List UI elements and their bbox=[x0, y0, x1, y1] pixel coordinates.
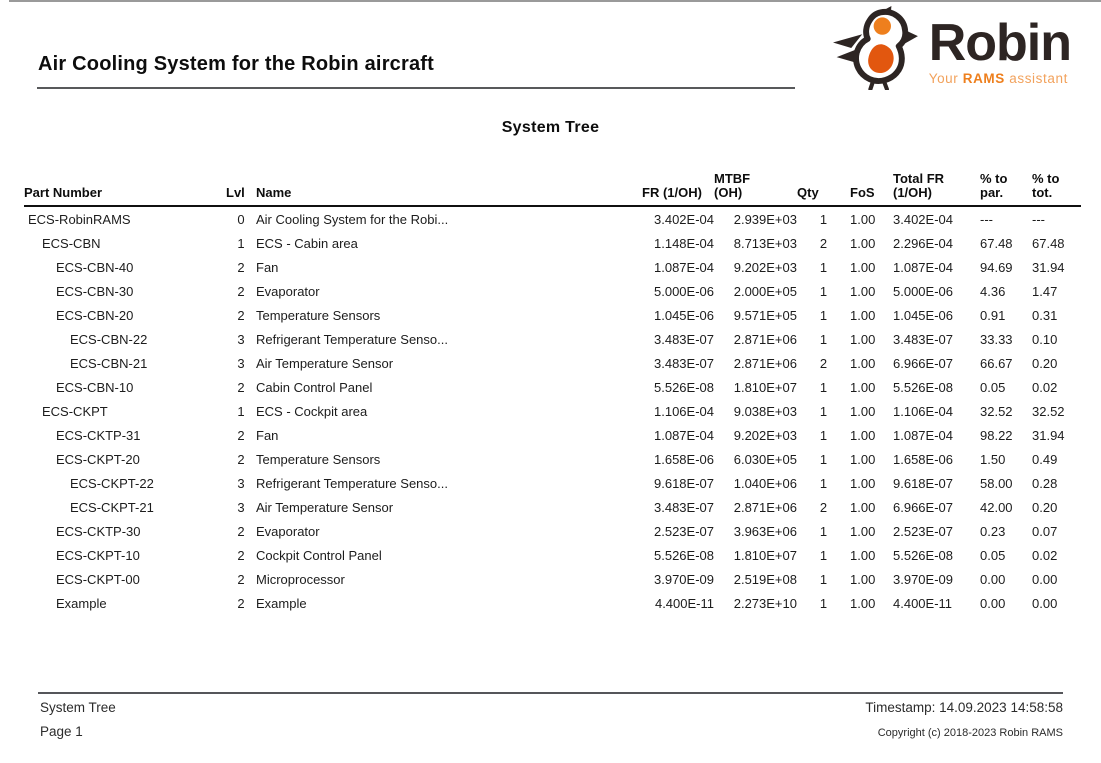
logo-tagline-rams: RAMS bbox=[962, 71, 1005, 86]
footer-timestamp: Timestamp: 14.09.2023 14:58:58 bbox=[865, 700, 1063, 715]
cell-total: 5.000E-06 bbox=[893, 283, 953, 299]
cell-fos: 1.00 bbox=[850, 331, 876, 347]
cell-fos: 1.00 bbox=[850, 571, 876, 587]
table-body bbox=[24, 206, 1081, 615]
cell-total: 1.087E-04 bbox=[893, 427, 953, 443]
cell-total: 2.523E-07 bbox=[893, 523, 953, 539]
table-row bbox=[24, 375, 1081, 399]
cell-fr: 1.106E-04 bbox=[654, 403, 714, 419]
cell-name: Refrigerant Temperature Senso... bbox=[256, 475, 448, 491]
cell-total: 3.970E-09 bbox=[893, 571, 953, 587]
cell-part: ECS-CKPT-22 bbox=[70, 475, 154, 491]
cell-mtbf: 1.040E+06 bbox=[733, 475, 797, 491]
cell-fr: 5.000E-06 bbox=[654, 283, 714, 299]
cell-pct_par: 4.36 bbox=[980, 283, 1006, 299]
cell-total: 4.400E-11 bbox=[893, 595, 953, 611]
robin-logo bbox=[829, 6, 1071, 90]
cell-mtbf: 2.000E+05 bbox=[733, 283, 797, 299]
cell-part: ECS-CBN-22 bbox=[70, 331, 148, 347]
cell-pct_par: 0.00 bbox=[980, 595, 1006, 611]
cell-lvl: 3 bbox=[237, 331, 245, 347]
cell-fos: 1.00 bbox=[850, 307, 876, 323]
cell-qty: 2 bbox=[819, 499, 828, 515]
cell-qty: 1 bbox=[819, 451, 828, 467]
cell-qty: 1 bbox=[819, 403, 828, 419]
cell-pct_par: 67.48 bbox=[980, 235, 1013, 251]
footer-page-number: Page 1 bbox=[40, 724, 83, 739]
cell-name: Microprocessor bbox=[256, 571, 345, 587]
logo-tagline bbox=[929, 71, 1068, 86]
col-header-name: Name bbox=[256, 172, 642, 206]
cell-pct_tot: 0.02 bbox=[1032, 379, 1058, 395]
cell-fos: 1.00 bbox=[850, 499, 876, 515]
cell-fr: 1.045E-06 bbox=[654, 307, 714, 323]
cell-qty: 1 bbox=[819, 259, 828, 275]
cell-qty: 1 bbox=[819, 571, 828, 587]
cell-qty: 1 bbox=[819, 211, 828, 227]
cell-mtbf: 8.713E+03 bbox=[733, 235, 797, 251]
cell-name: Refrigerant Temperature Senso... bbox=[256, 331, 448, 347]
cell-lvl: 3 bbox=[237, 475, 245, 491]
table-row bbox=[24, 471, 1081, 495]
cell-qty: 1 bbox=[819, 379, 828, 395]
cell-total: 9.618E-07 bbox=[893, 475, 953, 491]
cell-fos: 1.00 bbox=[850, 595, 876, 611]
col-header-mtbf: MTBF (OH) bbox=[714, 172, 797, 206]
cell-pct_par: --- bbox=[980, 211, 993, 227]
cell-mtbf: 9.038E+03 bbox=[733, 403, 797, 419]
cell-part: ECS-CBN-10 bbox=[56, 379, 134, 395]
cell-qty: 1 bbox=[819, 595, 828, 611]
table-row bbox=[24, 399, 1081, 423]
cell-fos: 1.00 bbox=[850, 355, 876, 371]
cell-mtbf: 9.571E+05 bbox=[733, 307, 797, 323]
cell-name: Air Temperature Sensor bbox=[256, 355, 394, 371]
cell-lvl: 2 bbox=[237, 307, 245, 323]
cell-pct_par: 94.69 bbox=[980, 259, 1013, 275]
cell-fos: 1.00 bbox=[850, 259, 876, 275]
system-tree-table bbox=[24, 172, 1081, 615]
table-row bbox=[24, 303, 1081, 327]
logo-tagline-suffix: assistant bbox=[1004, 71, 1068, 86]
cell-qty: 1 bbox=[819, 475, 828, 491]
cell-name: Evaporator bbox=[256, 523, 320, 539]
cell-pct_par: 0.05 bbox=[980, 379, 1006, 395]
cell-pct_tot: 0.49 bbox=[1032, 451, 1058, 467]
cell-lvl: 2 bbox=[237, 379, 245, 395]
footer-report-name: System Tree bbox=[40, 700, 116, 715]
cell-pct_tot: 31.94 bbox=[1032, 427, 1065, 443]
cell-part: ECS-CBN-21 bbox=[70, 355, 148, 371]
logo-brand: Robin bbox=[928, 14, 1071, 72]
cell-pct_par: 66.67 bbox=[980, 355, 1013, 371]
cell-mtbf: 2.871E+06 bbox=[733, 499, 797, 515]
cell-total: 2.296E-04 bbox=[893, 235, 953, 251]
cell-pct_tot: --- bbox=[1032, 211, 1045, 227]
cell-fos: 1.00 bbox=[850, 403, 876, 419]
table-row bbox=[24, 327, 1081, 351]
table-row bbox=[24, 447, 1081, 471]
cell-part: ECS-CKPT-10 bbox=[56, 547, 140, 563]
col-header-total-fr: Total FR (1/OH) bbox=[893, 172, 980, 206]
cell-pct_par: 0.91 bbox=[980, 307, 1006, 323]
cell-name: ECS - Cockpit area bbox=[256, 403, 368, 419]
cell-fos: 1.00 bbox=[850, 379, 876, 395]
cell-name: Temperature Sensors bbox=[256, 307, 381, 323]
page-top-edge-line bbox=[9, 0, 1101, 2]
cell-fr: 1.087E-04 bbox=[654, 259, 714, 275]
cell-fr: 3.483E-07 bbox=[654, 355, 714, 371]
cell-pct_tot: 67.48 bbox=[1032, 235, 1065, 251]
title-divider bbox=[37, 87, 795, 89]
table-row bbox=[24, 567, 1081, 591]
cell-name: ECS - Cabin area bbox=[256, 235, 358, 251]
cell-mtbf: 6.030E+05 bbox=[733, 451, 797, 467]
robin-bird-icon bbox=[829, 6, 921, 90]
cell-fr: 2.523E-07 bbox=[654, 523, 714, 539]
cell-lvl: 3 bbox=[237, 355, 245, 371]
cell-part: ECS-CKPT-21 bbox=[70, 499, 154, 515]
cell-mtbf: 2.273E+10 bbox=[733, 595, 797, 611]
cell-pct_tot: 0.07 bbox=[1032, 523, 1058, 539]
table-header-row bbox=[24, 172, 1081, 206]
cell-total: 5.526E-08 bbox=[893, 547, 953, 563]
cell-total: 1.106E-04 bbox=[893, 403, 953, 419]
cell-lvl: 2 bbox=[237, 547, 245, 563]
cell-name: Evaporator bbox=[256, 283, 320, 299]
section-title: System Tree bbox=[501, 119, 600, 136]
cell-total: 3.483E-07 bbox=[893, 331, 953, 347]
cell-name: Example bbox=[256, 595, 307, 611]
cell-total: 6.966E-07 bbox=[893, 355, 953, 371]
table-row bbox=[24, 206, 1081, 231]
col-header-fr: FR (1/OH) bbox=[642, 172, 714, 206]
col-header-lvl: Lvl bbox=[226, 172, 256, 206]
cell-qty: 2 bbox=[819, 355, 828, 371]
cell-lvl: 1 bbox=[237, 403, 245, 419]
cell-name: Fan bbox=[256, 427, 279, 443]
table-row bbox=[24, 423, 1081, 447]
cell-fos: 1.00 bbox=[850, 523, 876, 539]
cell-qty: 1 bbox=[819, 283, 828, 299]
cell-lvl: 2 bbox=[237, 283, 245, 299]
table-row bbox=[24, 279, 1081, 303]
cell-fr: 5.526E-08 bbox=[654, 547, 714, 563]
cell-part: ECS-RobinRAMS bbox=[28, 211, 131, 227]
table-row bbox=[24, 231, 1081, 255]
cell-lvl: 2 bbox=[237, 427, 245, 443]
cell-name: Temperature Sensors bbox=[256, 451, 381, 467]
cell-qty: 2 bbox=[819, 235, 828, 251]
footer-divider bbox=[38, 692, 1063, 694]
cell-fr: 4.400E-11 bbox=[654, 595, 714, 611]
cell-pct_tot: 0.20 bbox=[1032, 355, 1058, 371]
cell-qty: 1 bbox=[819, 427, 828, 443]
cell-pct_par: 0.23 bbox=[980, 523, 1006, 539]
cell-mtbf: 9.202E+03 bbox=[733, 259, 797, 275]
table-row bbox=[24, 591, 1081, 615]
cell-pct_tot: 0.31 bbox=[1032, 307, 1058, 323]
cell-fr: 5.526E-08 bbox=[654, 379, 714, 395]
col-header-qty: Qty bbox=[797, 172, 850, 206]
cell-fos: 1.00 bbox=[850, 283, 876, 299]
cell-pct_tot: 0.02 bbox=[1032, 547, 1058, 563]
cell-mtbf: 2.871E+06 bbox=[733, 331, 797, 347]
cell-part: ECS-CKTP-31 bbox=[56, 427, 141, 443]
cell-pct_tot: 31.94 bbox=[1032, 259, 1065, 275]
cell-mtbf: 2.519E+08 bbox=[733, 571, 797, 587]
cell-part: ECS-CBN bbox=[42, 235, 101, 251]
cell-pct_par: 1.50 bbox=[980, 451, 1006, 467]
cell-mtbf: 3.963E+06 bbox=[733, 523, 797, 539]
cell-pct_par: 42.00 bbox=[980, 499, 1013, 515]
cell-lvl: 2 bbox=[237, 451, 245, 467]
cell-total: 1.045E-06 bbox=[893, 307, 953, 323]
cell-part: ECS-CKPT-00 bbox=[56, 571, 140, 587]
footer-copyright: Copyright (c) 2018-2023 Robin RAMS bbox=[877, 727, 1063, 739]
cell-part: Example bbox=[56, 595, 107, 611]
cell-pct_tot: 32.52 bbox=[1032, 403, 1065, 419]
cell-total: 1.658E-06 bbox=[893, 451, 953, 467]
cell-fos: 1.00 bbox=[850, 451, 876, 467]
page-title: Air Cooling System for the Robin aircraft bbox=[38, 53, 435, 75]
cell-total: 1.087E-04 bbox=[893, 259, 953, 275]
cell-fr: 3.402E-04 bbox=[654, 211, 714, 227]
cell-part: ECS-CBN-30 bbox=[56, 283, 134, 299]
cell-lvl: 0 bbox=[237, 211, 245, 227]
cell-part: ECS-CKPT-20 bbox=[56, 451, 140, 467]
cell-pct_par: 58.00 bbox=[980, 475, 1013, 491]
cell-total: 3.402E-04 bbox=[893, 211, 953, 227]
cell-pct_tot: 0.10 bbox=[1032, 331, 1058, 347]
cell-fr: 3.483E-07 bbox=[654, 499, 714, 515]
col-header-pct-to-total: % to tot. bbox=[1032, 172, 1081, 206]
cell-fr: 1.148E-04 bbox=[654, 235, 714, 251]
cell-pct_tot: 0.00 bbox=[1032, 595, 1058, 611]
cell-mtbf: 1.810E+07 bbox=[733, 547, 797, 563]
cell-pct_tot: 0.00 bbox=[1032, 571, 1058, 587]
cell-part: ECS-CBN-20 bbox=[56, 307, 134, 323]
cell-lvl: 2 bbox=[237, 571, 245, 587]
table-row bbox=[24, 255, 1081, 279]
col-header-fos: FoS bbox=[850, 172, 893, 206]
cell-pct_par: 33.33 bbox=[980, 331, 1013, 347]
cell-fr: 3.970E-09 bbox=[654, 571, 714, 587]
cell-name: Cabin Control Panel bbox=[256, 379, 373, 395]
logo-tagline-prefix: Your bbox=[928, 71, 963, 86]
table-row bbox=[24, 495, 1081, 519]
cell-qty: 1 bbox=[819, 547, 828, 563]
cell-fr: 1.087E-04 bbox=[654, 427, 714, 443]
cell-lvl: 2 bbox=[237, 595, 245, 611]
cell-total: 5.526E-08 bbox=[893, 379, 953, 395]
cell-name: Fan bbox=[256, 259, 279, 275]
cell-name: Air Cooling System for the Robi... bbox=[256, 211, 449, 227]
cell-lvl: 3 bbox=[237, 499, 245, 515]
table-row bbox=[24, 519, 1081, 543]
cell-qty: 1 bbox=[819, 307, 828, 323]
cell-fr: 3.483E-07 bbox=[654, 331, 714, 347]
cell-fos: 1.00 bbox=[850, 475, 876, 491]
cell-pct_tot: 1.47 bbox=[1032, 283, 1058, 299]
cell-fr: 1.658E-06 bbox=[654, 451, 714, 467]
cell-pct_par: 98.22 bbox=[980, 427, 1013, 443]
cell-fr: 9.618E-07 bbox=[654, 475, 714, 491]
cell-name: Cockpit Control Panel bbox=[256, 547, 382, 563]
cell-fos: 1.00 bbox=[850, 547, 876, 563]
cell-mtbf: 2.939E+03 bbox=[733, 211, 797, 227]
table-row bbox=[24, 351, 1081, 375]
cell-pct_par: 0.05 bbox=[980, 547, 1006, 563]
cell-pct_tot: 0.20 bbox=[1032, 499, 1058, 515]
cell-lvl: 1 bbox=[237, 235, 245, 251]
cell-mtbf: 1.810E+07 bbox=[733, 379, 797, 395]
cell-part: ECS-CKTP-30 bbox=[56, 523, 141, 539]
cell-qty: 1 bbox=[819, 331, 828, 347]
cell-part: ECS-CKPT bbox=[42, 403, 108, 419]
cell-pct_par: 32.52 bbox=[980, 403, 1013, 419]
cell-fos: 1.00 bbox=[850, 427, 876, 443]
cell-lvl: 2 bbox=[237, 259, 245, 275]
table-row bbox=[24, 543, 1081, 567]
cell-lvl: 2 bbox=[237, 523, 245, 539]
cell-qty: 1 bbox=[819, 523, 828, 539]
cell-pct_tot: 0.28 bbox=[1032, 475, 1058, 491]
cell-part: ECS-CBN-40 bbox=[56, 259, 134, 275]
cell-name: Air Temperature Sensor bbox=[256, 499, 394, 515]
cell-mtbf: 2.871E+06 bbox=[733, 355, 797, 371]
logo-text bbox=[929, 6, 1071, 86]
cell-pct_par: 0.00 bbox=[980, 571, 1006, 587]
cell-fos: 1.00 bbox=[850, 211, 876, 227]
cell-mtbf: 9.202E+03 bbox=[733, 427, 797, 443]
cell-fos: 1.00 bbox=[850, 235, 876, 251]
cell-total: 6.966E-07 bbox=[893, 499, 953, 515]
col-header-pct-to-parent: % to par. bbox=[980, 172, 1032, 206]
col-header-part-number: Part Number bbox=[24, 172, 226, 206]
